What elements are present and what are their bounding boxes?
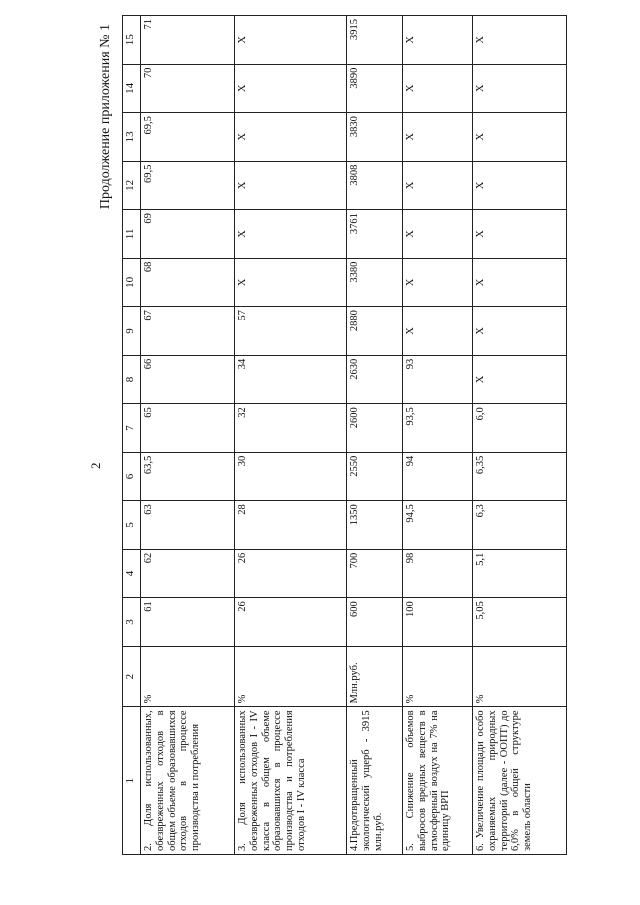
value-cell: 69,5	[141, 161, 235, 210]
value-cell: X	[403, 307, 473, 356]
value-cell: X	[473, 307, 567, 356]
table-row	[403, 16, 473, 855]
column-number-header: 10	[123, 258, 141, 307]
value-cell: 6,0	[473, 404, 567, 453]
value-cell: 93	[403, 355, 473, 404]
table-row	[473, 16, 567, 855]
value-cell: X	[403, 258, 473, 307]
value-cell: 61	[141, 598, 235, 647]
value-cell: 63	[141, 501, 235, 550]
indicators-table	[122, 15, 567, 855]
value-cell: X	[403, 64, 473, 113]
column-number-header: 15	[123, 16, 141, 65]
value-cell: 57	[235, 307, 347, 356]
column-number-header: 6	[123, 452, 141, 501]
page-number: 2	[88, 462, 103, 469]
value-cell: 34	[235, 355, 347, 404]
value-cell: X	[473, 210, 567, 259]
value-cell: 6,35	[473, 452, 567, 501]
value-cell: X	[403, 113, 473, 162]
value-cell: 71	[141, 16, 235, 65]
indicator-name-cell: 5. Снижение объемов выбросов вредных веществ в атмосферный воздух на 7% на единицу ВРП	[403, 707, 473, 855]
header-row	[123, 16, 141, 855]
value-cell: X	[473, 16, 567, 65]
value-cell: 28	[235, 501, 347, 550]
value-cell: X	[235, 113, 347, 162]
value-cell: 3830	[347, 113, 403, 162]
value-cell: 3761	[347, 210, 403, 259]
unit-cell: %	[473, 646, 567, 707]
value-cell: X	[235, 210, 347, 259]
table-row	[235, 16, 347, 855]
value-cell: X	[473, 161, 567, 210]
value-cell: 1350	[347, 501, 403, 550]
value-cell: X	[473, 355, 567, 404]
value-cell: 93,5	[403, 404, 473, 453]
value-cell: 2630	[347, 355, 403, 404]
column-number-header: 13	[123, 113, 141, 162]
value-cell: 65	[141, 404, 235, 453]
value-cell: X	[473, 258, 567, 307]
value-cell: 5,1	[473, 549, 567, 598]
value-cell: 32	[235, 404, 347, 453]
column-number-header: 12	[123, 161, 141, 210]
value-cell: 5,05	[473, 598, 567, 647]
value-cell: X	[473, 113, 567, 162]
indicator-name-cell: 3. Доля использованных обезвреженных отходов I - IV класса в общем объеме образовавшихся в процессе производства и потребления отходов I - IV класса	[235, 707, 347, 855]
value-cell: 3890	[347, 64, 403, 113]
column-number-header: 3	[123, 598, 141, 647]
indicator-name-cell: 2. Доля использованных, обезвреженных отходов в общем объеме образовавшихся отходов в процессе производства и потребления	[141, 707, 235, 855]
value-cell: 30	[235, 452, 347, 501]
value-cell: 700	[347, 549, 403, 598]
column-number-header: 14	[123, 64, 141, 113]
value-cell: X	[473, 64, 567, 113]
indicator-name-cell: 6. Увеличение площади особо охраняемых природных территорий (далее - ООПТ) до 6,0% в общей структуре земель области	[473, 707, 567, 855]
value-cell: 69	[141, 210, 235, 259]
value-cell: X	[403, 16, 473, 65]
value-cell: 600	[347, 598, 403, 647]
column-number-header: 7	[123, 404, 141, 453]
value-cell: 67	[141, 307, 235, 356]
column-number-header: 11	[123, 210, 141, 259]
value-cell: 2600	[347, 404, 403, 453]
column-number-header: 5	[123, 501, 141, 550]
indicator-name-cell: 4.Предотвращенный экологический ущерб - 3915 млн.руб.	[347, 707, 403, 855]
table-row	[141, 16, 235, 855]
unit-cell: %	[403, 646, 473, 707]
value-cell: X	[235, 258, 347, 307]
unit-cell: Млн.руб.	[347, 646, 403, 707]
unit-cell: %	[235, 646, 347, 707]
value-cell: 69,5	[141, 113, 235, 162]
table-body	[141, 16, 567, 855]
value-cell: 66	[141, 355, 235, 404]
value-cell: 3915	[347, 16, 403, 65]
value-cell: 70	[141, 64, 235, 113]
table-row	[347, 16, 403, 855]
value-cell: 68	[141, 258, 235, 307]
unit-cell: %	[141, 646, 235, 707]
value-cell: 3380	[347, 258, 403, 307]
value-cell: 6,3	[473, 501, 567, 550]
value-cell: 100	[403, 598, 473, 647]
value-cell: X	[403, 210, 473, 259]
value-cell: 2880	[347, 307, 403, 356]
value-cell: X	[235, 161, 347, 210]
value-cell: 94,5	[403, 501, 473, 550]
value-cell: 26	[235, 598, 347, 647]
column-number-header: 4	[123, 549, 141, 598]
column-number-header: 1	[123, 707, 141, 855]
column-number-header: 2	[123, 646, 141, 707]
value-cell: X	[403, 161, 473, 210]
value-cell: 3808	[347, 161, 403, 210]
value-cell: 98	[403, 549, 473, 598]
appendix-continuation-note: Продолжение приложения № 1	[98, 24, 113, 210]
value-cell: 26	[235, 549, 347, 598]
column-number-header: 9	[123, 307, 141, 356]
value-cell: 94	[403, 452, 473, 501]
column-number-header: 8	[123, 355, 141, 404]
value-cell: X	[235, 16, 347, 65]
value-cell: X	[235, 64, 347, 113]
value-cell: 2550	[347, 452, 403, 501]
value-cell: 62	[141, 549, 235, 598]
value-cell: 63,5	[141, 452, 235, 501]
